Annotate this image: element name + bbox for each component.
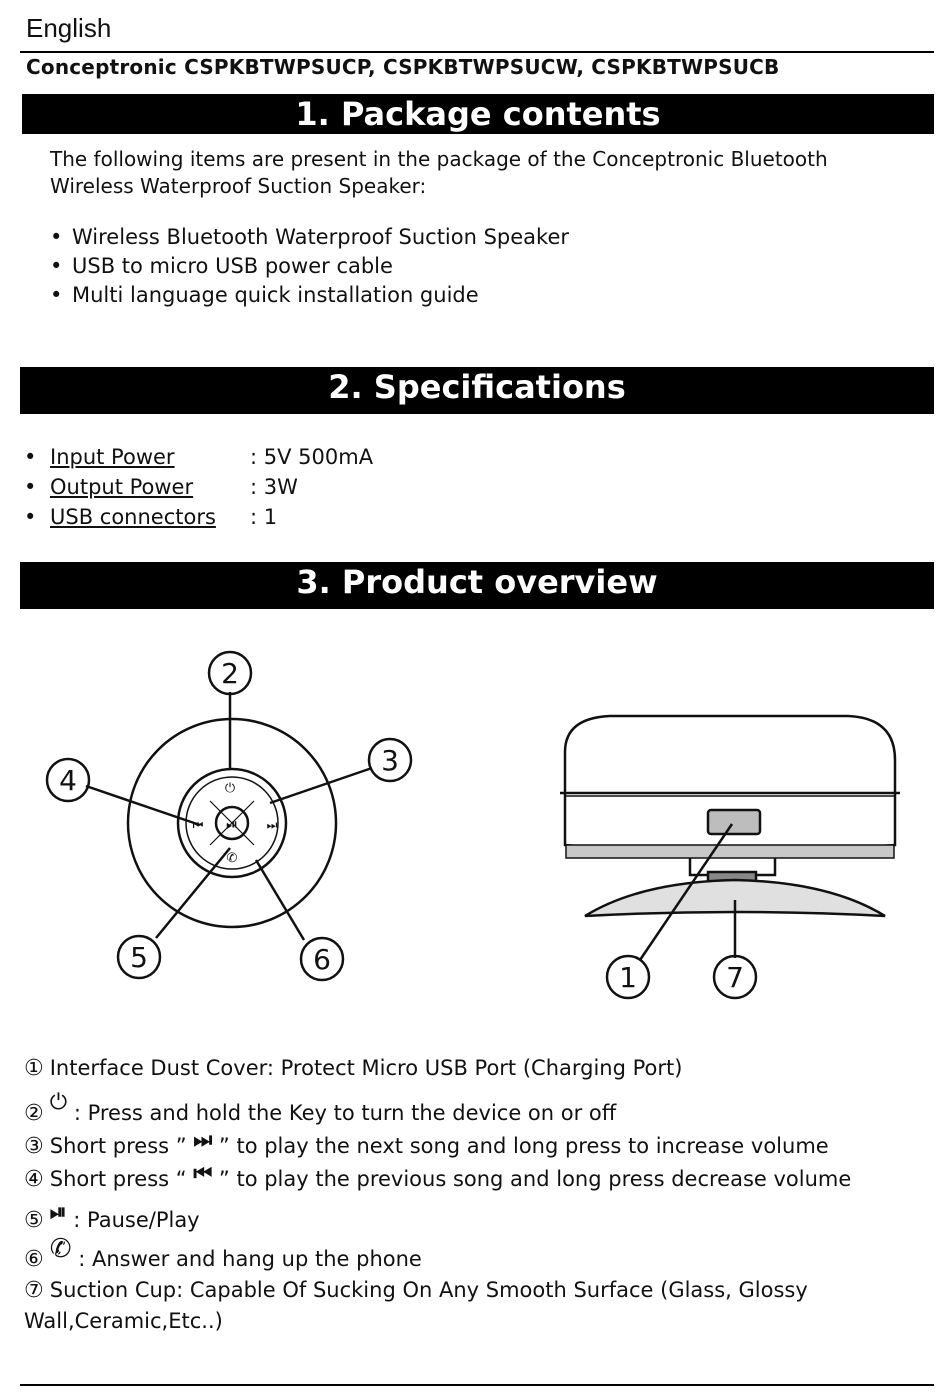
callout-label: 7 [726,961,744,994]
spec-value: : 5V 500mA [250,445,374,469]
spec-label: Input Power [50,445,175,469]
play-pause-icon: ⏯ [225,815,239,833]
list-item: • USB to micro USB power cable [50,254,393,278]
package-list [50,223,569,310]
next-track-icon: ⏭ [193,1128,213,1152]
spec-row: • Input Power : 5V 500mA [24,445,374,469]
model-numbers: Conceptronic CSPKBTWPSUCP, CSPKBTWPSUCW, CSPKBTWPSUCB [26,55,780,79]
power-icon: ⏻ [224,781,236,796]
legend [24,1053,924,1336]
header-divider [20,51,934,53]
language-label: English [26,13,112,43]
callout-label: 1 [619,961,637,994]
callout-label: 3 [381,744,399,777]
play-pause-icon: ⏯ [49,1200,67,1224]
callout-label: 5 [130,941,148,974]
callout-label: 2 [221,657,239,690]
speaker-side-body [565,716,895,796]
product-diagram [0,620,950,1020]
spec-value: : 3W [250,475,298,499]
list-item: • Wireless Bluetooth Waterproof Suction Speaker [50,225,570,249]
spec-value: : 1 [250,505,278,529]
phone-icon: ✆ [226,851,238,866]
legend-item: ② ⏻ : Press and hold the Key to turn the device on or off [24,1090,617,1126]
section-header-product-overview [20,562,934,609]
legend-item: ④ Short press “ ⏮ ” to play the previous song and long press decrease volume [24,1164,924,1195]
spec-label: Output Power [50,475,194,499]
callout-label: 6 [313,943,331,976]
usb-dust-cover [708,810,760,834]
callout-label: 4 [59,764,77,797]
power-icon: ⏻ [49,1090,68,1115]
next-track-icon: ⏭ [266,818,278,832]
list-item: • Multi language quick installation guide [50,283,479,307]
spec-row: • USB connectors : 1 [24,505,278,529]
section-title: 2. Specifications [328,368,626,406]
package-intro: The following items are present in the package of the Conceptronic Bluetooth Wireless Waterproof Suction Speaker: [50,147,828,198]
legend-item: ⑥ ✆ : Answer and hang up the phone [24,1234,422,1272]
spec-label: USB connectors [50,505,216,529]
legend-item: ③ Short press ” ⏭ ” to play the next song and long press to increase volume [24,1131,924,1162]
control-glyphs [193,781,278,866]
section-header-package-contents [22,94,934,134]
legend-item-continuation: Wall,Ceramic,Etc..) [24,1309,223,1333]
footer-divider [20,1384,934,1386]
phone-icon: ✆ [49,1234,72,1264]
section-title: 3. Product overview [296,563,658,601]
previous-track-icon: ⏮ [193,1161,213,1185]
legend-item: ⑦ Suction Cup: Capable Of Sucking On Any Smooth Surface (Glass, Glossy [24,1278,808,1303]
spec-row: • Output Power : 3W [24,475,298,499]
previous-track-icon: ⏮ [192,818,204,832]
section-title: 1. Package contents [295,95,661,133]
legend-item: ⑤ ⏯ : Pause/Play [24,1205,924,1236]
section-header-specifications [20,367,934,414]
legend-item: ① Interface Dust Cover: Protect Micro USB Port (Charging Port) [24,1056,683,1081]
